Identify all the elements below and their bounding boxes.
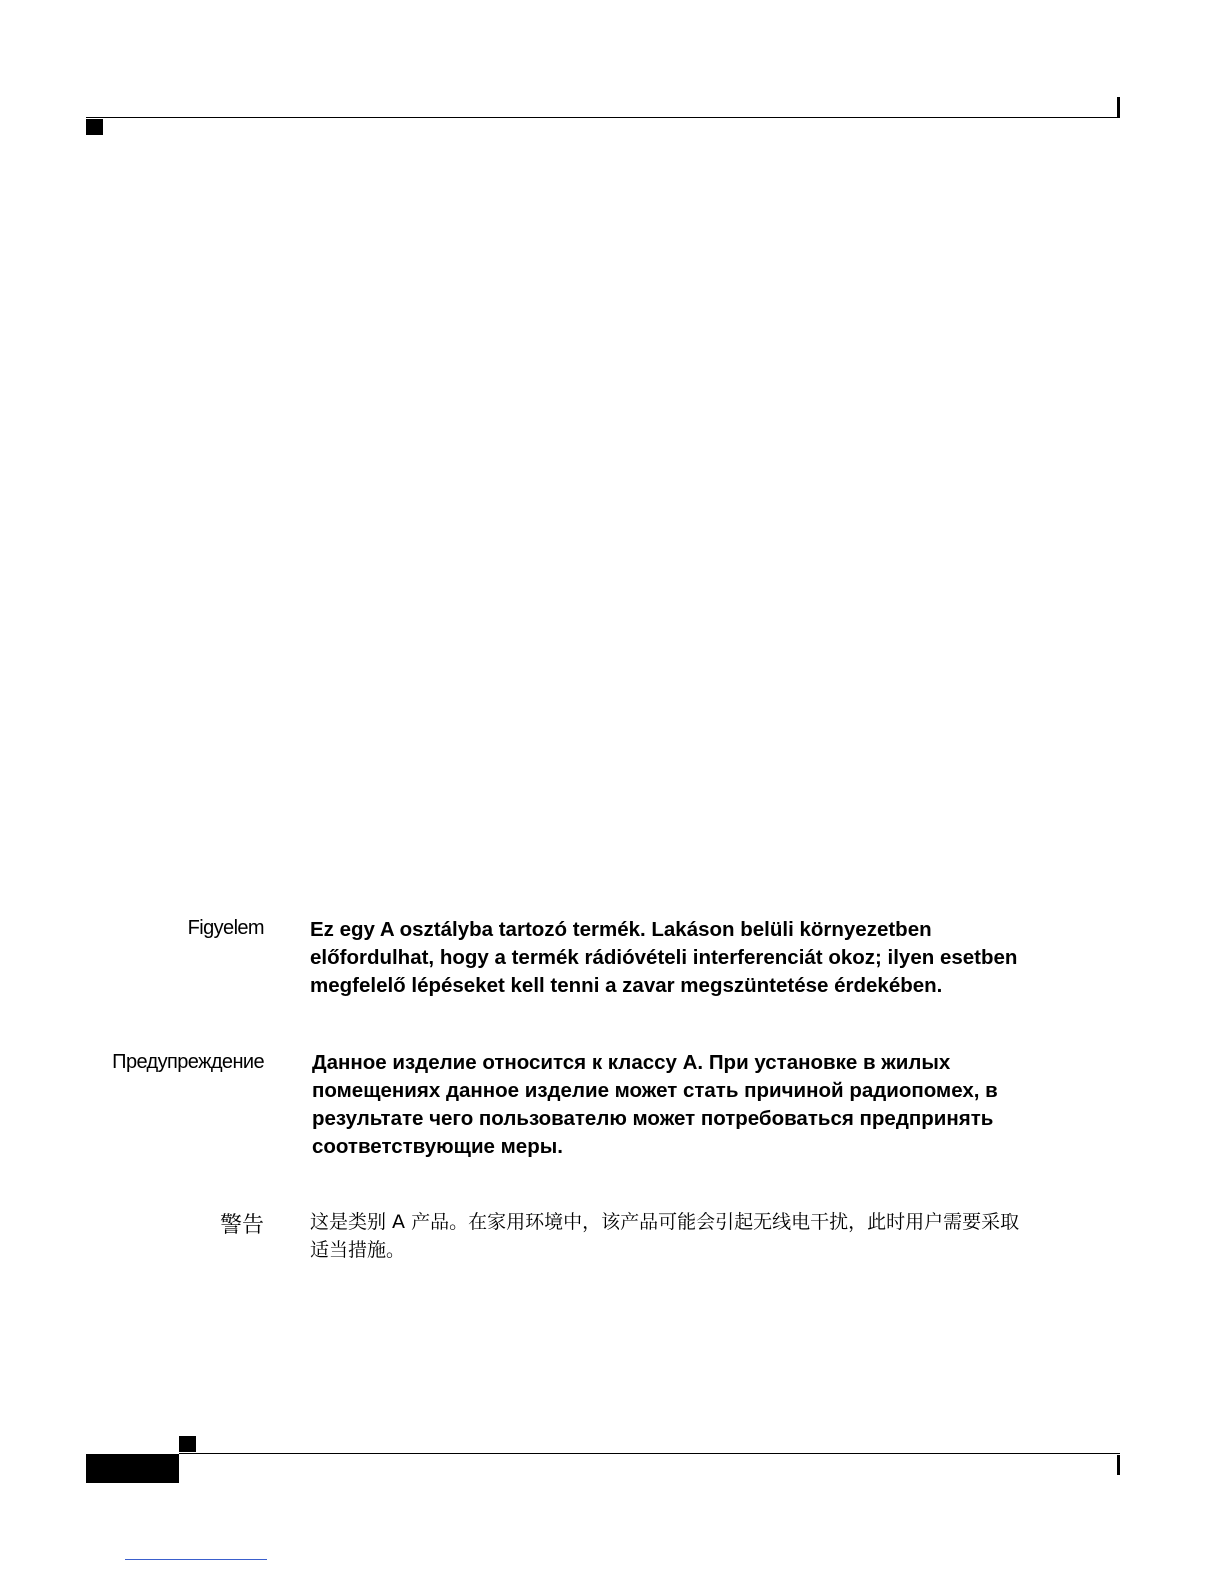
- header-tick-marker: [1117, 97, 1120, 118]
- footer-link-underline: [125, 1559, 267, 1560]
- warning-label: Предупреждение: [112, 1051, 264, 1073]
- footer-rule: [179, 1453, 1120, 1454]
- footer-black-block: [86, 1454, 179, 1483]
- warning-label: Figyelem: [187, 917, 264, 939]
- warning-text: Ez egy A osztályba tartozó termék. Lakáson belüli környezetben előfordulhat, hogy a termék rádióvételi interferenciát okoz; ilyen esetben megfelelő lépéseket kell tenni a zavar megszüntetése érdekében.: [310, 918, 1018, 997]
- header-rule: [86, 117, 1120, 118]
- footer-square-marker: [179, 1436, 196, 1452]
- warning-label: 警告: [219, 1213, 264, 1238]
- header-square-marker: [86, 119, 103, 135]
- footer-tick-marker: [1117, 1455, 1120, 1475]
- warning-text: Данное изделие относится к классу А. При установке в жилых помещениях данное изделие может стать причиной радиопомех, в результате чего пользователю может потребоваться предпринять соответствующие меры.: [312, 1051, 998, 1158]
- warning-text: 这是类别 A 产品。在家用环境中，该产品可能会引起无线电干扰，此时用户需要采取 适当措施。: [310, 1211, 1020, 1261]
